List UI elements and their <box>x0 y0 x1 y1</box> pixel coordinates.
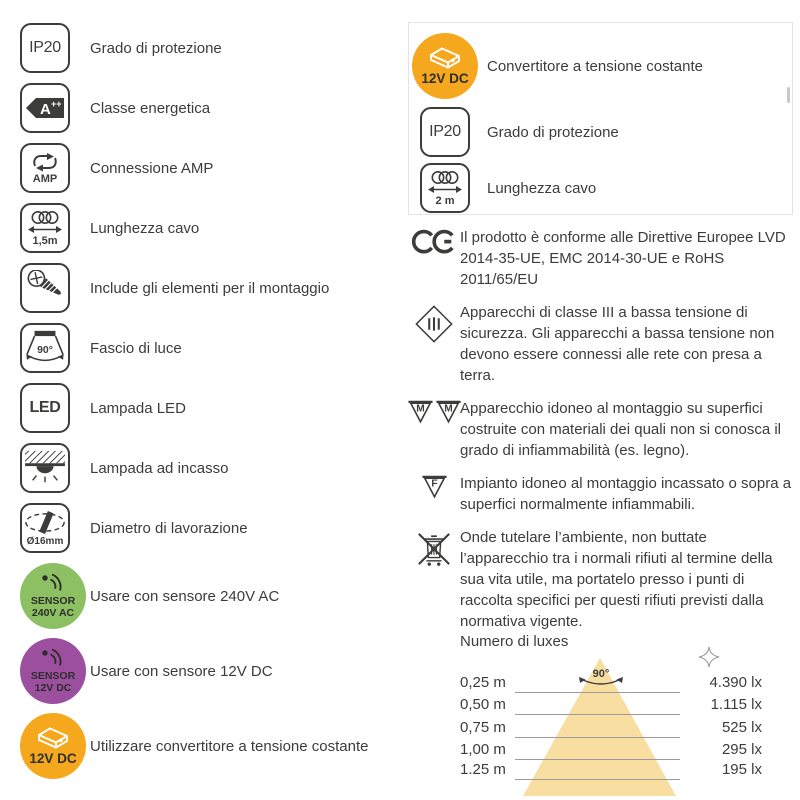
converter-badge-label: 12V DC <box>421 71 469 86</box>
svg-text:++: ++ <box>51 99 62 109</box>
led-icon <box>20 383 70 433</box>
feature-row-converter <box>20 713 405 779</box>
lux-gridline <box>515 779 680 780</box>
ip20-icon <box>420 107 470 157</box>
m-triangles-icon <box>408 400 461 425</box>
m-triangle-icon <box>436 400 461 425</box>
energy-arrow-icon <box>25 95 65 121</box>
lux-value: 4.390 lx <box>709 674 762 691</box>
note-text: Apparecchio idoneo al montaggio su superfici costruite con materiali dei quali non si conosca il grado di infiammabilità (es. legno). <box>460 400 781 459</box>
note-text: Apparecchi di classe III a bassa tensione di sicurezza. Gli apparecchi a bassa tensione non devono essere connessi alle rete con presa a terra. <box>460 304 775 384</box>
features-list <box>20 23 405 788</box>
power-converter-icon <box>35 726 71 750</box>
recessed-lamp-icon <box>20 443 70 493</box>
svg-text:M: M <box>415 403 425 415</box>
lux-distance: 0,25 m <box>460 674 506 691</box>
lux-value: 295 lx <box>721 741 762 758</box>
lux-distance: 1,00 m <box>460 741 506 758</box>
beam-angle-icon <box>20 323 70 373</box>
svg-text:90°: 90° <box>37 344 53 356</box>
feature-label: Diametro di lavorazione <box>90 519 248 537</box>
feature-row-led <box>20 383 405 433</box>
lux-gridline <box>515 692 680 693</box>
ce-mark-icon <box>411 229 457 255</box>
drill-diameter-icon-label: Ø16mm <box>26 535 64 547</box>
spec-row-converter <box>409 33 792 99</box>
converter-badge-label: 12V DC <box>29 751 77 766</box>
cable-length-icon <box>20 203 70 253</box>
feature-row-sensor-240v <box>20 563 405 629</box>
sensor-240v-badge: SENSOR 240V AC <box>20 563 86 629</box>
cable-length-icon <box>420 163 470 213</box>
feature-label: Grado di protezione <box>90 39 222 57</box>
power-converter-icon <box>427 46 463 70</box>
svg-text:F: F <box>430 478 438 490</box>
feature-label: Usare con sensore 12V DC <box>90 662 273 680</box>
feature-row-amp <box>20 143 405 193</box>
lux-value: 1.115 lx <box>710 696 762 713</box>
feature-label: Fascio di luce <box>90 339 182 357</box>
feature-row-mounting-screw <box>20 263 405 313</box>
led-icon-label: LED <box>29 399 61 416</box>
converter-12vdc-badge <box>20 713 86 779</box>
lux-gridline <box>515 737 680 738</box>
note-text: Onde tutelare l’ambiente, non buttate l’apparecchio tra i normali rifiuti al termine della sua vita utile, ma portatelo presso i punti di raccolta specifici per questi rifiuti previsti dalla normativa vigente. <box>460 529 773 630</box>
spec-row-cable <box>409 163 792 213</box>
beam-angle-label <box>577 666 625 692</box>
sensor-waves-icon <box>40 648 66 670</box>
amp-icon-label: AMP <box>32 172 58 185</box>
lux-gridline <box>515 714 680 715</box>
spec-label: Convertitore a tensione costante <box>487 57 703 75</box>
scrollbar-thumb[interactable] <box>787 87 790 103</box>
feature-label: Classe energetica <box>90 99 211 117</box>
class-iii-icon <box>414 304 454 344</box>
feature-row-beam-angle <box>20 323 405 373</box>
lux-distance: 0,75 m <box>460 719 506 736</box>
cable-coil-icon <box>427 170 463 185</box>
cable-length-icon-label: 2 m <box>435 194 455 207</box>
note-ce <box>408 227 798 290</box>
ip20-icon-label: IP20 <box>29 39 61 56</box>
feature-label: Include gli elementi per il montaggio <box>90 279 330 297</box>
feature-row-sensor-12v <box>20 638 405 704</box>
double-arrow-icon <box>428 185 462 194</box>
compliance-notes <box>408 227 798 644</box>
feature-label: Lampada ad incasso <box>90 459 229 477</box>
light-source-sparkle-icon <box>698 646 720 668</box>
drill-diameter-icon <box>20 503 70 553</box>
feature-row-cable-length <box>20 203 405 253</box>
lux-distance: 1.25 m <box>460 761 506 778</box>
feature-row-ip20 <box>20 23 405 73</box>
spec-label: Grado di protezione <box>487 123 619 141</box>
sensor-12v-badge: SENSOR 12V DC <box>20 638 86 704</box>
included-components-box <box>408 22 793 215</box>
note-weee <box>408 527 798 632</box>
cable-coil-icon <box>27 210 63 225</box>
feature-label: Lunghezza cavo <box>90 219 200 237</box>
amp-connection-icon <box>20 143 70 193</box>
energy-class-icon <box>20 83 70 133</box>
feature-label: Usare con sensore 240V AC <box>90 587 280 605</box>
lux-value: 195 lx <box>721 761 762 778</box>
note-text: Il prodotto è conforme alle Direttive Europee LVD 2014-35-UE, EMC 2014-30-UE e RoHS 2011/65/EU <box>460 229 786 288</box>
feature-row-drill-diameter <box>20 503 405 553</box>
sensor-waves-icon <box>40 573 66 595</box>
lux-chart-title: Numero di luxes <box>460 633 569 650</box>
lux-gridline <box>515 759 680 760</box>
m-triangle-icon <box>408 400 433 425</box>
f-triangle-icon <box>422 475 447 500</box>
spec-row-ip20 <box>409 107 792 157</box>
loop-arrows-icon <box>30 152 60 172</box>
lux-distance: 0,50 m <box>460 696 506 713</box>
lux-chart <box>460 633 762 800</box>
cable-length-icon-label: 1,5m <box>32 234 58 247</box>
svg-text:M: M <box>443 403 453 415</box>
ip20-icon-label: IP20 <box>429 123 461 140</box>
screw-icon <box>20 263 70 313</box>
feature-row-recessed-lamp <box>20 443 405 493</box>
converter-12vdc-badge <box>412 33 478 99</box>
feature-label: Lampada LED <box>90 399 186 417</box>
ip20-icon <box>20 23 70 73</box>
feature-row-energy-class <box>20 83 405 133</box>
note-text: Impianto idoneo al montaggio incassato o sopra a superfici normalmente infiammabili. <box>460 475 792 513</box>
svg-text:A: A <box>40 101 51 118</box>
lux-chart-area <box>460 656 762 800</box>
lux-value: 525 lx <box>721 719 762 736</box>
note-mounting-flammable <box>408 473 798 515</box>
spec-label: Lunghezza cavo <box>487 179 597 197</box>
note-class-iii <box>408 302 798 386</box>
note-mounting-unknown-flammability <box>408 398 798 461</box>
feature-label: Connessione AMP <box>90 159 214 177</box>
svg-text:90°: 90° <box>592 668 610 680</box>
feature-label: Utilizzare convertitore a tensione costante <box>90 737 369 755</box>
double-arrow-icon <box>28 225 62 234</box>
weee-crossed-bin-icon <box>416 529 452 569</box>
